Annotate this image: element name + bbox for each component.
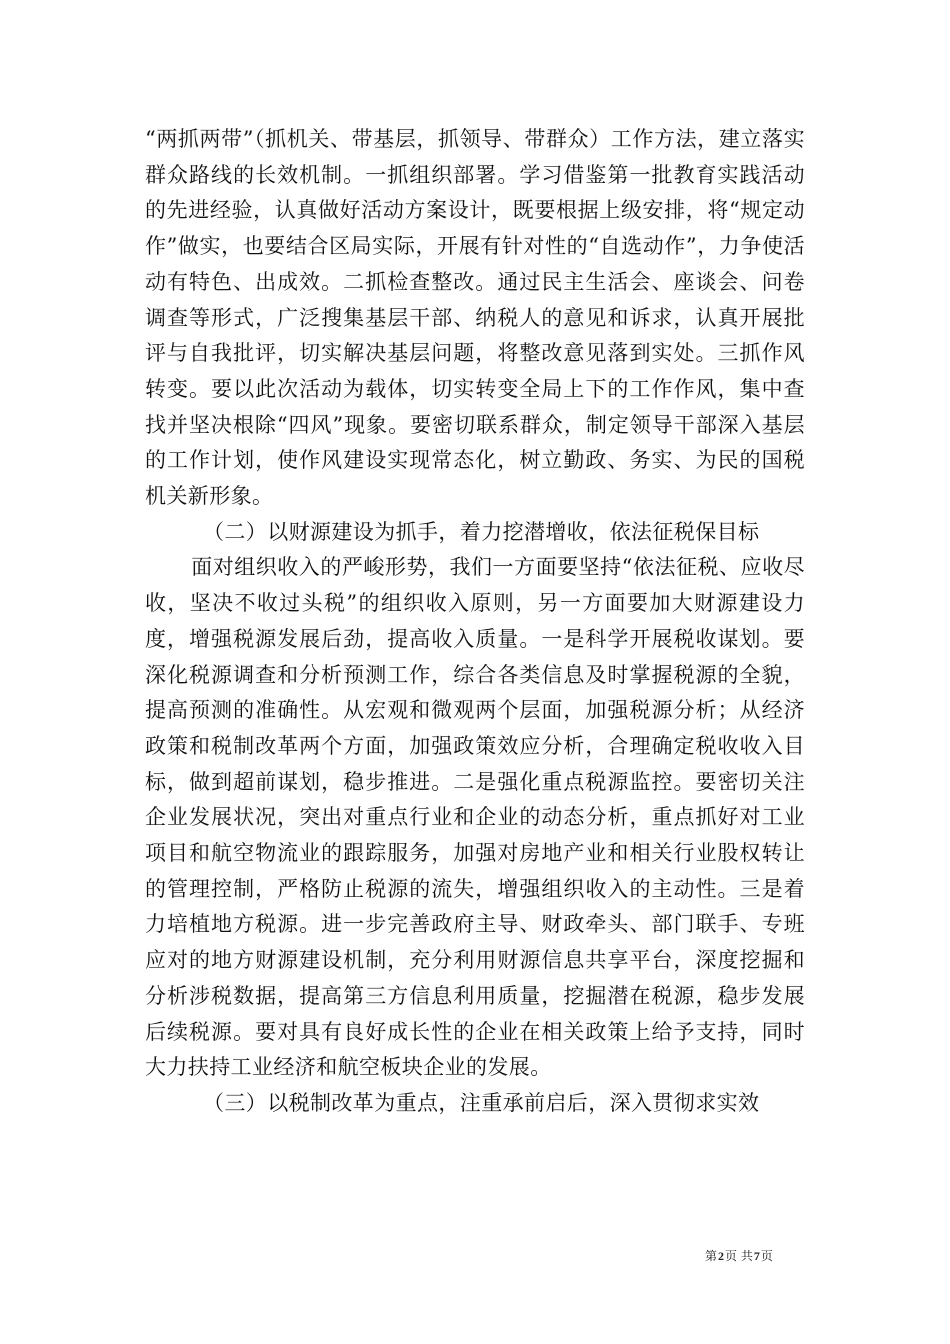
footer-current-page: 2 [718,1249,725,1263]
paragraph-revenue-sources: 面对组织收入的严峻形势，我们一方面要坚持“依法征税、应收尽收，坚决不收过头税”的组织收入原则，另一方面要加大财源建设力度，增强税源发展后劲，提高收入质量。一是科学开展税收谋划。要深化税源调查和分析预测工作，综合各类信息及时掌握税源的全貌，提高预测的准确性。从宏观和微观两个层面，加强税源分析；从经济政策和税制改革两个方面，加强政策效应分析，合理确定税收收入目标，做到超前谋划，稳步推进。二是强化重点税源监控。要密切关注企业发展状况，突出对重点行业和企业的动态分析，重点抓好对工业项目和航空物流业的跟踪服务，加强对房地产业和相关行业股权转让的管理控制，严格防止税源的流失，增强组织收入的主动性。三是着力培植地方税源。进一步完善政府主导、财政牵头、部门联手、专班应对的地方财源建设机制，充分利用财源信息共享平台，深度挖掘和分析涉税数据，提高第三方信息利用质量，挖掘潜在税源，稳步发展后续税源。要对具有良好成长性的企业在相关政策上给予支持，同时大力扶持工业经济和航空板块企业的发展。 [145,555,805,1080]
paragraph-two-grasps-method: “两抓两带”（抓机关、带基层，抓领导、带群众）工作方法，建立落实群众路线的长效机制。一抓组织部署。学习借鉴第一批教育实践活动的先进经验，认真做好活动方案设计，既要根据上级安排，将“规定动作”做实，也要结合区局实际，开展有针对性的“自选动作”，力争使活动有特色、出成效。二抓检查整改。通过民主生活会、座谈会、问卷调查等形式，广泛搜集基层干部、纳税人的意见和诉求，认真开展批评与自我批评，切实解决基层问题，将整改意见落到实处。三抓作风转变。要以此次活动为载体，切实转变全局上下的工作作风，集中查找并坚决根除“四风”现象。要密切联系群众，制定领导干部深入基层的工作计划，使作风建设实现常态化，树立勤政、务实、为民的国税机关新形象。 [145,127,805,509]
footer-prefix: 第 [705,1249,718,1263]
footer-middle: 页 共 [725,1249,753,1263]
footer-total-pages: 7 [753,1249,760,1263]
page-number-footer [705,1248,773,1264]
footer-suffix: 页 [760,1249,773,1263]
section-heading-2: （二）以财源建设为抓手，着力挖潜增收，依法征税保目标 [203,519,760,544]
document-body [145,122,805,1122]
section-heading-3: （三）以税制改革为重点，注重承前启后，深入贯彻求实效 [203,1090,760,1115]
